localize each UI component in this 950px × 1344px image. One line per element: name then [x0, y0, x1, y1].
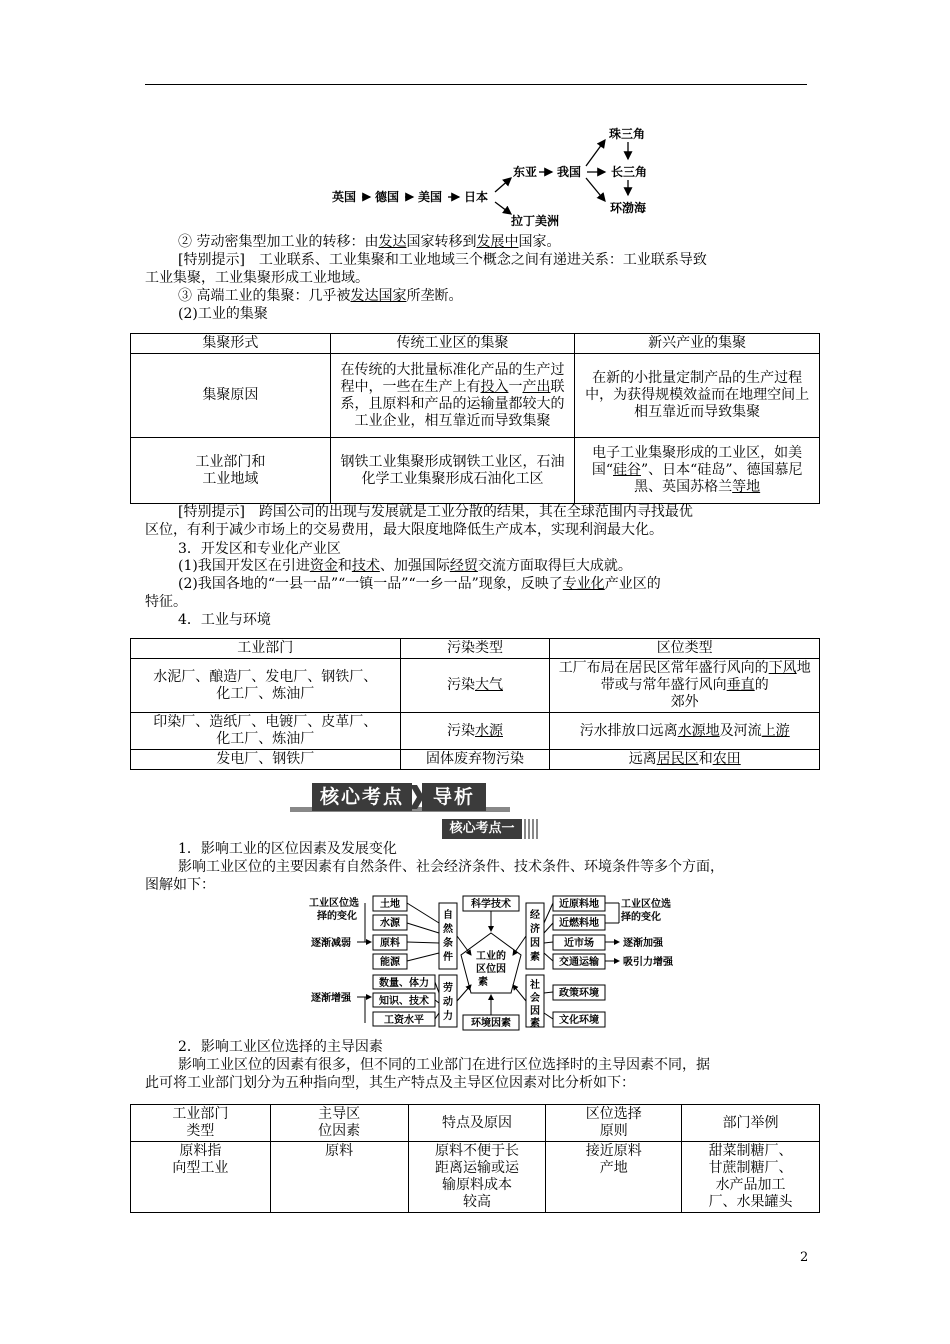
env-th-pollution: 污染类型 [400, 639, 550, 659]
lab-group-2: 动 [443, 997, 453, 1008]
soc-group-1: 社 [530, 980, 540, 991]
flow-china: 我国 [557, 165, 582, 179]
svg-text:工业区位选: 工业区位选 [621, 899, 671, 910]
soc-group-3: 因 [530, 1006, 540, 1017]
industry-transfer-diagram [325, 120, 670, 232]
core-points-banner [290, 783, 510, 813]
eco-group-2: 济 [530, 924, 540, 935]
svg-text:土地: 土地 [380, 899, 400, 910]
env-th-location: 区位类型 [550, 639, 820, 659]
env-r2-pollution: 污染水源 [400, 713, 550, 750]
eco-group-1: 经 [530, 910, 540, 921]
svg-text:能源: 能源 [380, 957, 400, 968]
cluster-heading: (2)工业的集聚 [178, 306, 268, 322]
flow-pearl-delta: 珠三角 [609, 127, 646, 141]
cluster-reason-traditional: 在传统的大批量标准化产品的生产过程中，一些在生产上有投入一产出联系，且原料和产品的运输量都较大的工业企业，相互靠近而导致集聚 [330, 354, 575, 438]
ori-r1-feature: 原料不便于长 距离运输或运 输原料成本 较高 [408, 1142, 546, 1213]
k1-line2: 图解如下： [145, 877, 215, 893]
cluster-sector-label: 工业部门和 工业地域 [131, 438, 331, 504]
section4-heading: 4．工业与环境 [178, 612, 271, 628]
ori-th-example: 部门举例 [682, 1105, 820, 1142]
tip2-line2: 区位，有利于减少市场上的交易费用，最大限度地降低生产成本，实现利润最大化。 [145, 522, 663, 538]
nat-group-2: 然 [443, 924, 453, 935]
svg-text:区位因: 区位因 [476, 964, 506, 975]
tip1-line1: [特别提示] 工业联系、工业集聚和工业地域三个概念之间有递进关系：工业联系导致 [178, 252, 707, 268]
svg-text:择的变化: 择的变化 [317, 911, 357, 922]
eco-group-3: 因 [530, 938, 540, 949]
env-r3-location: 远离居民区和农田 [550, 750, 820, 770]
svg-text:吸引力增强: 吸引力增强 [623, 957, 673, 968]
svg-text:知识、技术: 知识、技术 [379, 996, 429, 1007]
orientation-table [130, 1104, 820, 1213]
ori-r1-type: 原料指 向型工业 [131, 1142, 271, 1213]
svg-text:环境因素: 环境因素 [471, 1018, 511, 1029]
env-r3-sector: 发电厂、钢铁厂 [131, 750, 401, 770]
banner-chevron-icon [410, 785, 424, 809]
svg-text:工业区位选: 工业区位选 [309, 898, 359, 909]
svg-text:交通运输: 交通运输 [559, 957, 599, 968]
tip2-line1: [特别提示] 跨国公司的出现与发展就是工业分散的结果，其在全球范围内寻找最优 [178, 504, 693, 520]
cluster-table [130, 333, 820, 504]
header-rule [145, 84, 807, 85]
env-r2-sector: 印染厂、造纸厂、电镀厂、皮革厂、 化工厂、炼油厂 [131, 713, 401, 750]
svg-text:近燃料地: 近燃料地 [559, 918, 599, 929]
flow-germany: 德国 [375, 190, 400, 204]
location-factors-diagram [305, 893, 695, 1035]
nat-group-3: 条 [443, 938, 453, 949]
k1-heading: 1．影响工业的区位因素及发展变化 [178, 841, 397, 857]
banner-left: 核心考点 [312, 783, 412, 811]
ori-r1-factor: 原料 [270, 1142, 408, 1213]
svg-text:政策环境: 政策环境 [559, 988, 599, 999]
svg-text:工业的: 工业的 [476, 951, 506, 962]
section3-p2: (2)我国各地的“一县一品”“一镇一品”“一乡一品”现象，反映了专业化产业区的 [178, 576, 661, 592]
k2-line1: 影响工业区位的因素有很多，但不同的工业部门在进行区位选择时的主导因素不同，据 [178, 1057, 710, 1073]
eco-group-4: 素 [530, 952, 540, 963]
env-r1-location: 工厂布局在居民区常年盛行风向的下风地带或与常年盛行风向垂直的 郊外 [550, 659, 820, 713]
env-r2-location: 污水排放口远离水源地及河流上游 [550, 713, 820, 750]
soc-group-4: 素 [530, 1018, 540, 1029]
flow-japan: 日本 [464, 190, 489, 204]
ori-th-type: 工业部门 类型 [131, 1105, 271, 1142]
flow-east-asia: 东亚 [513, 165, 538, 179]
ori-th-factor: 主导区 位因素 [270, 1105, 408, 1142]
ori-th-feature: 特点及原因 [408, 1105, 546, 1142]
cluster-th-traditional: 传统工业区的集聚 [330, 334, 575, 354]
labor-transfer-text: ② 劳动密集型加工业的转移：由发达国家转移到发展中国家。 [178, 234, 561, 250]
page-number: 2 [800, 1250, 809, 1265]
cluster-sector-emerging: 电子工业集聚形成的工业区，如美国“硅谷”、日本“硅岛”、德国慕尼黑、英国苏格兰等地 [575, 438, 820, 504]
flow-bohai: 环渤海 [610, 201, 647, 215]
env-th-sector: 工业部门 [131, 639, 401, 659]
tip1-line2: 工业集聚，工业集聚形成工业地域。 [145, 270, 369, 286]
ori-r1-example: 甜菜制糖厂、 甘蔗制糖厂、 水产品加工 厂、水果罐头 [682, 1142, 820, 1213]
cluster-th-form: 集聚形式 [131, 334, 331, 354]
svg-text:素: 素 [478, 977, 488, 988]
svg-text:数量、体力: 数量、体力 [379, 978, 429, 989]
svg-text:工资水平: 工资水平 [384, 1015, 424, 1026]
svg-text:择的变化: 择的变化 [621, 912, 661, 923]
svg-text:原料: 原料 [380, 938, 400, 949]
svg-text:逐渐加强: 逐渐加强 [623, 938, 663, 949]
banner-right: 导析 [422, 783, 486, 811]
svg-text:文化环境: 文化环境 [559, 1015, 599, 1026]
svg-text:科学技术: 科学技术 [471, 899, 511, 910]
svg-text:逐渐增强: 逐渐增强 [311, 993, 351, 1004]
k1-line1: 影响工业区位的主要因素有自然条件、社会经济条件、技术条件、环境条件等多个方面， [178, 859, 724, 875]
soc-group-2: 会 [530, 993, 540, 1004]
lab-group-1: 劳 [443, 983, 453, 994]
cluster-reason-label: 集聚原因 [131, 354, 331, 438]
svg-text:近市场: 近市场 [564, 938, 594, 949]
k2-heading: 2．影响工业区位选择的主导因素 [178, 1039, 383, 1055]
svg-text:逐渐减弱: 逐渐减弱 [311, 938, 351, 949]
section3-p2-cont: 特征。 [145, 594, 187, 610]
svg-text:近原料地: 近原料地 [559, 899, 599, 910]
cluster-th-emerging: 新兴产业的集聚 [575, 334, 820, 354]
core-point-one-bars [524, 819, 538, 839]
environment-table [130, 638, 820, 770]
nat-group-4: 件 [443, 952, 453, 963]
section3-p1: (1)我国开发区在引进资金和技术、加强国际经贸交流方面取得巨大成就。 [178, 558, 632, 574]
env-r1-sector: 水泥厂、酿造厂、发电厂、钢铁厂、 化工厂、炼油厂 [131, 659, 401, 713]
ori-r1-principle: 接近原料 产地 [546, 1142, 682, 1213]
core-point-one-tag: 核心考点一 [442, 819, 522, 839]
nat-group-1: 自 [443, 910, 453, 921]
flow-uk: 英国 [332, 190, 357, 204]
env-r1-pollution: 污染大气 [400, 659, 550, 713]
env-r3-pollution: 固体废弃物污染 [400, 750, 550, 770]
svg-text:水源: 水源 [380, 918, 400, 929]
high-end-text: ③ 高端工业的集聚：几乎被发达国家所垄断。 [178, 288, 463, 304]
flow-latin-america: 拉丁美洲 [511, 214, 560, 228]
cluster-sector-traditional: 钢铁工业集聚形成钢铁工业区，石油化学工业集聚形成石油化工区 [330, 438, 575, 504]
flow-usa: 美国 [418, 190, 443, 204]
lab-group-3: 力 [443, 1011, 453, 1022]
cluster-reason-emerging: 在新的小批量定制产品的生产过程中，为获得规模效益而在地理空间上相互靠近而导致集聚 [575, 354, 820, 438]
flow-yangtze-delta: 长三角 [611, 165, 648, 179]
ori-th-principle: 区位选择 原则 [546, 1105, 682, 1142]
k2-line2: 此可将工业部门划分为五种指向型，其生产特点及主导区位因素对比分析如下： [145, 1075, 635, 1091]
section3-heading: 3．开发区和专业化产业区 [178, 541, 341, 557]
